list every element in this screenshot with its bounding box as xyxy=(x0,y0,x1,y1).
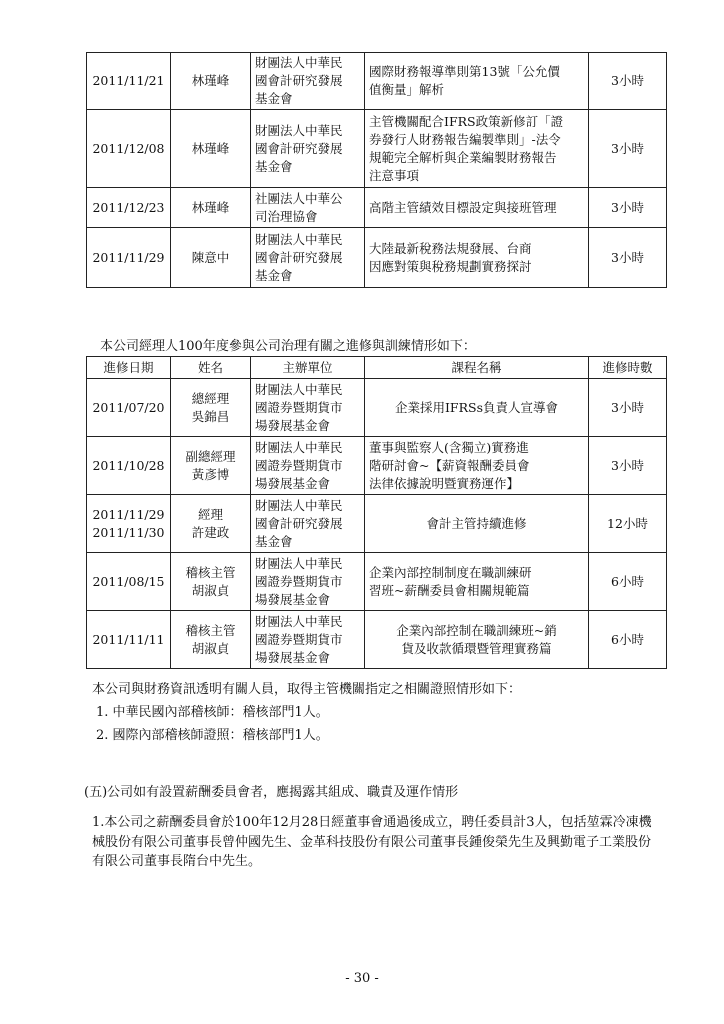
name-cell: 陳意中 xyxy=(171,228,251,288)
table-row xyxy=(87,110,667,188)
name-cell: 稽核主管 胡淑貞 xyxy=(171,553,251,611)
date-cell: 2011/11/29 2011/11/30 xyxy=(87,495,171,553)
organizer-cell: 社團法人中華公 司治理協會 xyxy=(251,188,365,228)
date-cell: 2011/07/20 xyxy=(87,379,171,437)
section-heading: (五)公司如有設置薪酬委員會者，應揭露其組成、職責及運作情形 xyxy=(84,785,459,800)
hours-cell: 3小時 xyxy=(589,437,667,495)
course-cell: 主管機關配合IFRS政策新修訂「證 券發行人財務報告編製準則」-法令 規範完全解析與企業編製財務報告 注意事項 xyxy=(365,110,589,188)
managers-training-intro: 本公司經理人100年度參與公司治理有關之進修與訓練情形如下： xyxy=(100,339,476,354)
course-cell: 大陸最新稅務法規發展、台商 因應對策與稅務規劃實務探討 xyxy=(365,228,589,288)
certification-item: 2. 國際內部稽核師證照：稽核部門1人。 xyxy=(96,728,329,743)
hours-cell: 3小時 xyxy=(589,110,667,188)
table-row xyxy=(87,437,667,495)
table-row xyxy=(87,53,667,110)
hours-cell: 12小時 xyxy=(589,495,667,553)
hours-cell: 6小時 xyxy=(589,611,667,669)
date-cell: 2011/12/23 xyxy=(87,188,171,228)
table-header-row xyxy=(87,357,667,379)
hours-cell: 3小時 xyxy=(589,379,667,437)
section-paragraph: 1.本公司之薪酬委員會於100年12月28日經董事會通過後成立，聘任委員計3人，包括堃霖冷凍機械股份有限公司董事長曾仲國先生、金革科技股份有限公司董事長鍾俊榮先生及興勤電子工業股份有限公司董事長隋台中先生。 xyxy=(92,815,652,869)
date-cell: 2011/11/29 xyxy=(87,228,171,288)
date-cell: 2011/08/15 xyxy=(87,553,171,611)
course-cell: 企業內部控制在職訓練班~銷 貨及收款循環暨管理實務篇 xyxy=(365,611,589,669)
course-cell: 會計主管持續進修 xyxy=(365,495,589,553)
table-row xyxy=(87,553,667,611)
organizer-cell: 財團法人中華民 國會計研究發展 基金會 xyxy=(251,110,365,188)
header-date: 進修日期 xyxy=(87,357,171,379)
date-cell: 2011/12/08 xyxy=(87,110,171,188)
hours-cell: 3小時 xyxy=(589,228,667,288)
name-cell: 林瑾峰 xyxy=(171,188,251,228)
name-cell: 稽核主管 胡淑貞 xyxy=(171,611,251,669)
organizer-cell: 財團法人中華民 國證券暨期貨市 場發展基金會 xyxy=(251,437,365,495)
name-cell: 副總經理 黃彥博 xyxy=(171,437,251,495)
organizer-cell: 財團法人中華民 國會計研究發展 基金會 xyxy=(251,495,365,553)
organizer-cell: 財團法人中華民 國證券暨期貨市 場發展基金會 xyxy=(251,553,365,611)
table-row xyxy=(87,495,667,553)
date-cell: 2011/11/21 xyxy=(87,53,171,110)
organizer-cell: 財團法人中華民 國會計研究發展 基金會 xyxy=(251,228,365,288)
table-row xyxy=(87,611,667,669)
name-cell: 經理 許建政 xyxy=(171,495,251,553)
page-number: - 30 - xyxy=(345,971,379,986)
organizer-cell: 財團法人中華民 國證券暨期貨市 場發展基金會 xyxy=(251,611,365,669)
hours-cell: 6小時 xyxy=(589,553,667,611)
table-row xyxy=(87,379,667,437)
date-cell: 2011/10/28 xyxy=(87,437,171,495)
table-row xyxy=(87,188,667,228)
hours-cell: 3小時 xyxy=(589,188,667,228)
organizer-cell: 財團法人中華民 國會計研究發展 基金會 xyxy=(251,53,365,110)
course-cell: 企業採用IFRSs負責人宣導會 xyxy=(365,379,589,437)
name-cell: 總經理 吳錦昌 xyxy=(171,379,251,437)
training-table-directors xyxy=(86,52,667,288)
date-cell: 2011/11/11 xyxy=(87,611,171,669)
course-cell: 高階主管績效目標設定與接班管理 xyxy=(365,188,589,228)
course-cell: 企業內部控制制度在職訓練研 習班~薪酬委員會相關規範篇 xyxy=(365,553,589,611)
certification-item: 1. 中華民國內部稽核師：稽核部門1人。 xyxy=(96,705,329,720)
header-course: 課程名稱 xyxy=(365,357,589,379)
header-hours: 進修時數 xyxy=(589,357,667,379)
table-row xyxy=(87,228,667,288)
course-cell: 董事與監察人(含獨立)實務進 階研討會~【薪資報酬委員會 法律依據說明暨實務運作】 xyxy=(365,437,589,495)
course-cell: 國際財務報導準則第13號「公允價 值衡量」解析 xyxy=(365,53,589,110)
name-cell: 林瑾峰 xyxy=(171,53,251,110)
hours-cell: 3小時 xyxy=(589,53,667,110)
training-table-managers xyxy=(86,356,667,669)
organizer-cell: 財團法人中華民 國證券暨期貨市 場發展基金會 xyxy=(251,379,365,437)
name-cell: 林瑾峰 xyxy=(171,110,251,188)
header-organizer: 主辦單位 xyxy=(251,357,365,379)
header-name: 姓名 xyxy=(171,357,251,379)
certification-intro: 本公司與財務資訊透明有關人員，取得主管機關指定之相關證照情形如下： xyxy=(92,682,522,697)
